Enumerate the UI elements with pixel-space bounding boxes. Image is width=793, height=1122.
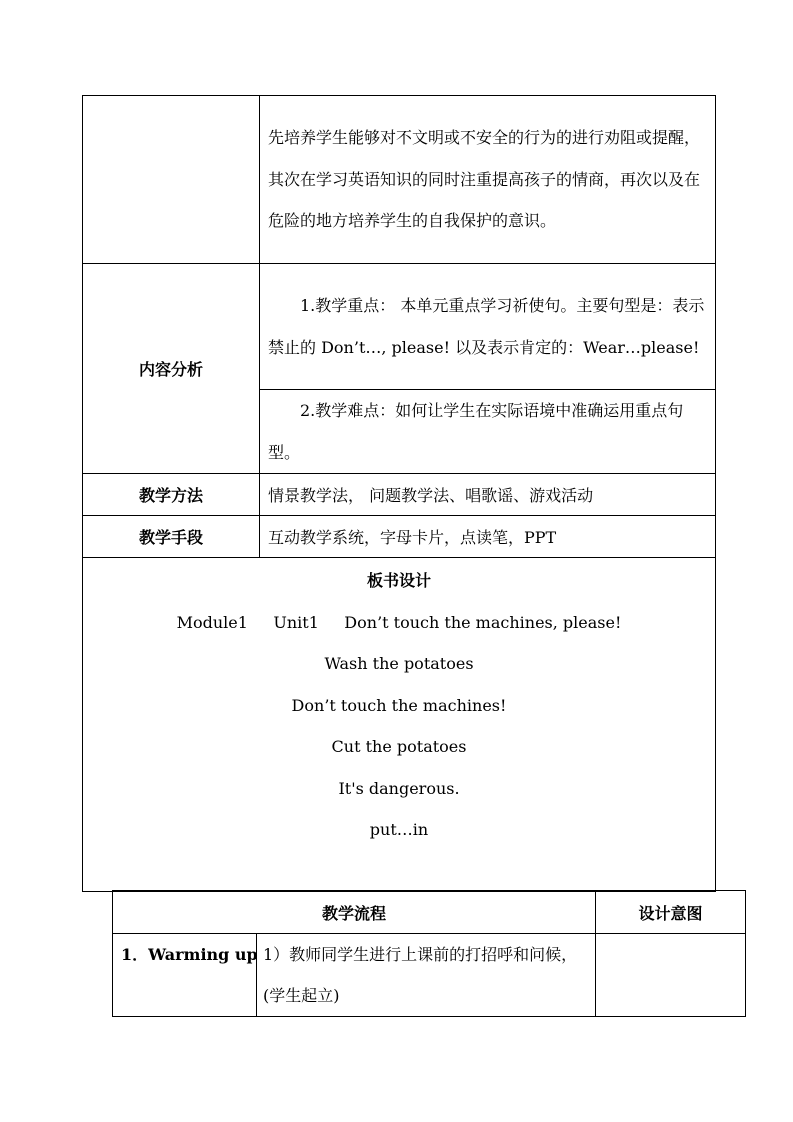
board-line: It's dangerous. <box>338 778 460 798</box>
means-label: 教学手段 <box>83 516 260 558</box>
step-intent <box>596 934 746 1017</box>
step-label: 1．Warming up <box>113 934 257 1017</box>
methods-row <box>83 474 716 516</box>
objectives-label <box>83 96 260 264</box>
key-point-text: 1.教学重点： 本单元重点学习祈使句。主要句型是：表示禁止的 Don’t…, please! 以及表示肯定的：Wear…please! <box>260 264 716 390</box>
step-content: 1）教师同学生进行上课前的打招呼和问候，(学生起立) <box>257 934 596 1017</box>
process-row <box>113 934 746 1017</box>
difficulty-text: 2.教学难点：如何让学生在实际语境中准确运用重点句型。 <box>260 390 716 474</box>
board-line: Wash the potatoes <box>324 654 474 673</box>
teaching-process-table <box>112 890 746 1017</box>
objectives-row <box>83 96 716 264</box>
content-analysis-label: 内容分析 <box>83 264 260 474</box>
objectives-text: 先培养学生能够对不文明或不安全的行为的进行劝阻或提醒，其次在学习英语知识的同时注重提高孩子的情商，再次以及在危险的地方培养学生的自我保护的意识。 <box>260 96 716 264</box>
board-title: 板书设计 <box>366 571 431 590</box>
content-analysis-row <box>83 264 716 390</box>
teaching-flow-header: 教学流程 <box>113 891 596 934</box>
board-design-row <box>83 558 716 892</box>
means-row <box>83 516 716 558</box>
board-line: Don’t touch the machines! <box>291 695 507 715</box>
process-header-row <box>113 891 746 934</box>
board-line: put…in <box>369 820 429 839</box>
methods-text: 情景教学法， 问题教学法、唱歌谣、游戏活动 <box>260 474 716 516</box>
methods-label: 教学方法 <box>83 474 260 516</box>
board-design-cell <box>83 558 716 892</box>
board-line: Cut the potatoes <box>331 737 467 756</box>
means-text: 互动教学系统，字母卡片，点读笔，PPT <box>260 516 716 558</box>
design-intent-header: 设计意图 <box>596 891 746 934</box>
board-line-heading: Module1 Unit1 Don’t touch the machines, please! <box>176 612 622 632</box>
lesson-info-table <box>82 95 716 892</box>
